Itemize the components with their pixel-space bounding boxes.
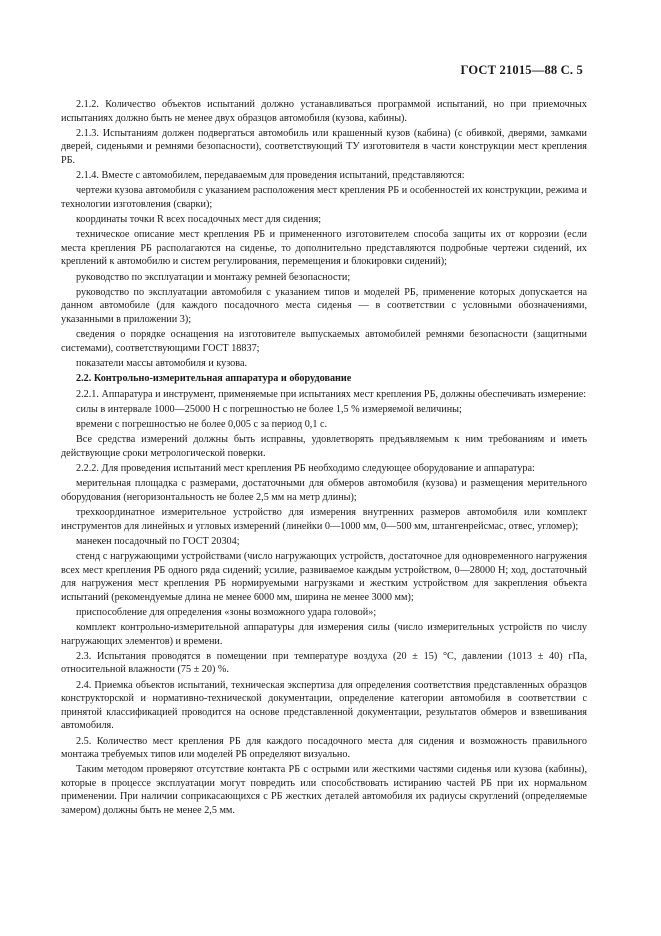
paragraph-2-2-2: 2.2.2. Для проведения испытаний мест крепления РБ необходимо следующее оборудование и аппаратура: — [76, 462, 535, 474]
list-item: комплект контрольно-измерительной аппаратуры для измерения силы (число измерительных устройств по числу нагружающих элементов) и времени. — [61, 622, 587, 647]
paragraph: Таким методом проверяют отсутствие контакта РБ с острыми или жесткими частями сиденья или кузова (кабины), которые в процессе эксплуатации могут повредить или способствовать истиранию частей РБ при их нормальном применении. При наличии соприкасающихся с РБ жестких деталей автомобиля их радиусы скруглений (определяемые замером) должны быть не менее 2,5 мм. — [61, 764, 587, 816]
list-item: сведения о порядке оснащения на изготовителе выпускаемых автомобилей ремнями безопасности (защитными системами), соответствующими ГОСТ 18837; — [61, 329, 587, 354]
paragraph-2-1-2: 2.1.2. Количество объектов испытаний должно устанавливаться программой испытаний, но при приемочных испытаниях должно быть не менее двух образцов автомобиля (кузова, кабины). — [61, 99, 587, 124]
list-item: силы в интервале 1000—25000 Н с погрешностью не более 1,5 % измеряемой величины; — [76, 403, 462, 415]
paragraph-2-5: 2.5. Количество мест крепления РБ для каждого посадочного места для сидения и возможность правильного монтажа требуемых типов или моделей РБ определяют визуально. — [61, 735, 587, 761]
paragraph-2-4: 2.4. Приемка объектов испытаний, техническая экспертиза для определения соответствия представленных образцов конструкторской и нормативно-технической документации, определение категории автомобиля в соответствии с принятой классификацией проводится на основе представленной документации, результатов обмеров и взвешивания автомобиля. — [61, 679, 587, 732]
list-item: трехкоординатное измерительное устройство для измерения внутренних размеров автомобиля или комплект инструментов для линейных и угловых измерений (линейки 0—1000 мм, 0—500 мм, штангенрейсмас, отвес, угломер); — [61, 507, 587, 532]
list-item: координаты точки R всех посадочных мест для сидения; — [76, 214, 322, 226]
list-item: техническое описание мест крепления РБ и примененного изготовителем способа защиты их от коррозии (если места крепления РБ располагаются на сиденье, то дополнительно представляются подробные чертежи сидений, их креплений к автомобилю и систем регулирования, перемещения и блокировки сидений); — [61, 229, 587, 268]
section-heading-2-2: 2.2. Контрольно-измерительная аппаратура и оборудование — [76, 373, 352, 385]
list-item: времени с погрешностью не более 0,005 с за период 0,1 с. — [76, 418, 328, 430]
document-body — [61, 98, 587, 819]
list-item: приспособление для определения «зоны возможного удара головой»; — [76, 606, 377, 618]
paragraph-2-2-1: 2.2.1. Аппаратура и инструмент, применяемые при испытаниях мест крепления РБ, должны обеспечивать измерение: — [76, 388, 587, 400]
list-item: руководство по эксплуатации и монтажу ремней безопасности; — [76, 271, 351, 283]
list-item: чертежи кузова автомобиля с указанием расположения мест крепления РБ и особенностей их конструкции, режима и технологии изготовления (сварки); — [61, 185, 587, 210]
list-item: руководство по эксплуатации автомобиля с указанием типов и моделей РБ, применение которых допускается на данном автомобиле (для каждого посадочного места сиденья — в соответствии с условными обозначениями, указанными в приложении 3); — [61, 286, 587, 326]
paragraph: Все средства измерений должны быть исправны, удовлетворять предъявляемым к ним требованиям и иметь действующие сроки метрологической поверки. — [61, 434, 587, 459]
page-header: ГОСТ 21015—88 С. 5 — [460, 63, 583, 77]
list-item: стенд с нагружающими устройствами (число нагружающих устройств, достаточное для одновременного нагружения всех мест крепления РБ одного ряда сидений; усилие, развиваемое каждым устройством, 0—28000 Н; ход, достаточный для нагружения мест крепления РБ нормируемыми нагрузками и жестким устройством для закрепления объекта испытаний (рекомендуемые длина не менее 6000 мм, ширина не менее 3000 мм); — [61, 551, 587, 603]
list-item: мерительная площадка с размерами, достаточными для обмеров автомобиля (кузова) и размещения мерительного оборудования (негоризонтальность не более 2,5 мм на метр длины); — [61, 478, 587, 503]
list-item: показатели массы автомобиля и кузова. — [76, 358, 248, 370]
paragraph-2-3: 2.3. Испытания проводятся в помещении при температуре воздуха (20 ± 15) °С, давлении (1013 ± 40) гПа, относительной влажности (75 ± 20) %. — [61, 650, 587, 676]
paragraph-2-1-3: 2.1.3. Испытаниям должен подвергаться автомобиль или крашенный кузов (кабина) (с обивкой, дверями, замками дверей, сиденьями и ремнями безопасности), соответствующий ТУ изготовителя в части конструкции мест крепления РБ. — [61, 127, 587, 166]
paragraph-2-1-4: 2.1.4. Вместе с автомобилем, передаваемым для проведения испытаний, представляются: — [76, 170, 465, 182]
list-item: манекен посадочный по ГОСТ 20304; — [76, 535, 240, 547]
